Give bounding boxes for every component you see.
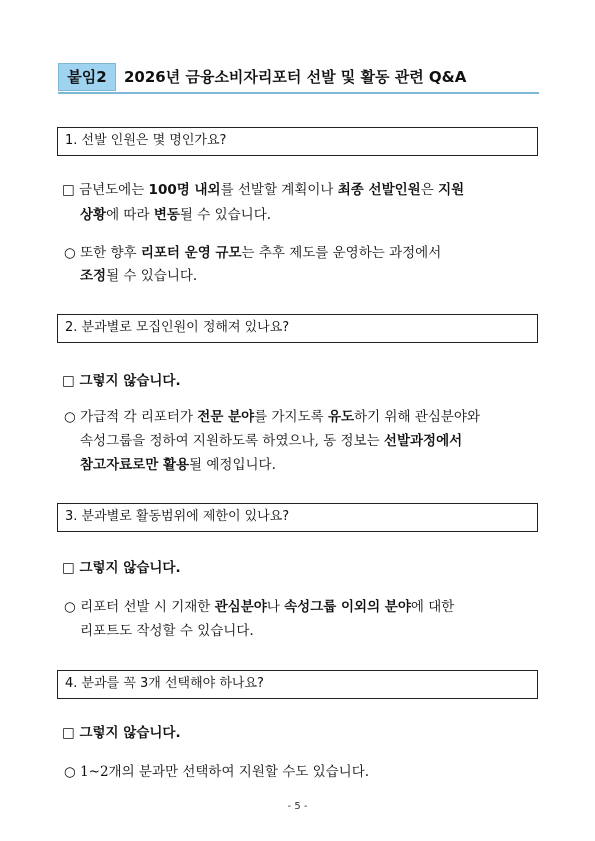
text: 리포트도 작성할 수 있습니다. [80,623,254,639]
text: 될 예정입니다. [189,457,276,473]
bullet-3-line-1 [64,595,454,615]
bullet-4-line-1 [64,760,369,780]
text: 될 수 있습니다. [106,268,198,284]
text: □ 금년도에는 [62,182,149,198]
text: 속성그룹을 정하여 지원하도록 하였으나, 동 정보는 [80,433,384,449]
text: 관심분야 [214,599,267,615]
text: 속성그룹 이외의 분야 [284,599,411,615]
text: 상황 [80,207,107,223]
text: 는 추후 제도를 운영하는 과정에서 [241,245,442,261]
text: □ 그렇지 않습니다. [62,560,181,576]
text: 유도 [327,409,355,425]
bullet-2-line-1 [64,405,480,425]
text: 조정 [80,268,107,284]
text: 에 따라 [106,207,154,223]
bullet-3-line-2 [80,619,254,639]
text: □ 그렇지 않습니다. [62,725,181,741]
question-box-3: 3. 분과별로 활동범위에 제한이 있나요? [57,503,538,532]
question-box-4: 4. 분과를 꼭 3개 선택해야 하나요? [57,670,538,699]
text: 하기 위해 관심분야와 [354,409,480,425]
section-header [58,63,539,93]
text: ○ 또한 향후 [64,245,141,261]
bullet-2-line-2 [80,429,462,449]
text: 지원 [438,182,465,198]
text: 은 [420,182,439,198]
text: □ 그렇지 않습니다. [62,373,181,389]
answer-2 [62,369,181,389]
bullet-2-line-3 [80,453,276,473]
answer-4 [62,721,181,741]
text: 에 대한 [410,599,455,615]
text: ○ 가급적 각 리포터가 [64,409,198,425]
question-box-2: 2. 분과별로 모집인원이 정해져 있나요? [57,314,538,343]
text: 참고자료로만 활용 [80,457,190,473]
page-title: 2026년 금융소비자리포터 선발 및 활동 관련 Q&A [124,68,467,86]
answer-3 [62,556,181,576]
text: 최종 선발인원 [337,182,421,198]
page-number: - 5 - [287,801,308,812]
answer-1-line-2 [80,203,271,223]
question-box-1: 1. 선발 인원은 몇 명인가요? [57,127,538,156]
text: 를 선발할 계획이나 [220,182,338,198]
answer-1-line-1 [62,178,464,198]
text: 전문 분야 [197,409,255,425]
text: 를 가지도록 [254,409,328,425]
text: ○ 1~2개의 분과만 선택하여 지원할 수도 있습니다. [64,764,370,780]
text: 될 수 있습니다. [179,207,272,223]
text: 변동 [153,207,180,223]
text: 100명 내외 [148,182,221,198]
attachment-tag: 붙임2 [58,63,116,91]
bullet-1-line-1 [64,241,441,261]
text: 나 [266,599,285,615]
header-rule [58,92,539,94]
bullet-1-line-2 [80,264,197,284]
text: 선발과정에서 [383,433,463,449]
text: 리포터 운영 규모 [140,245,242,261]
text: ○ 리포터 선발 시 기재한 [64,599,215,615]
